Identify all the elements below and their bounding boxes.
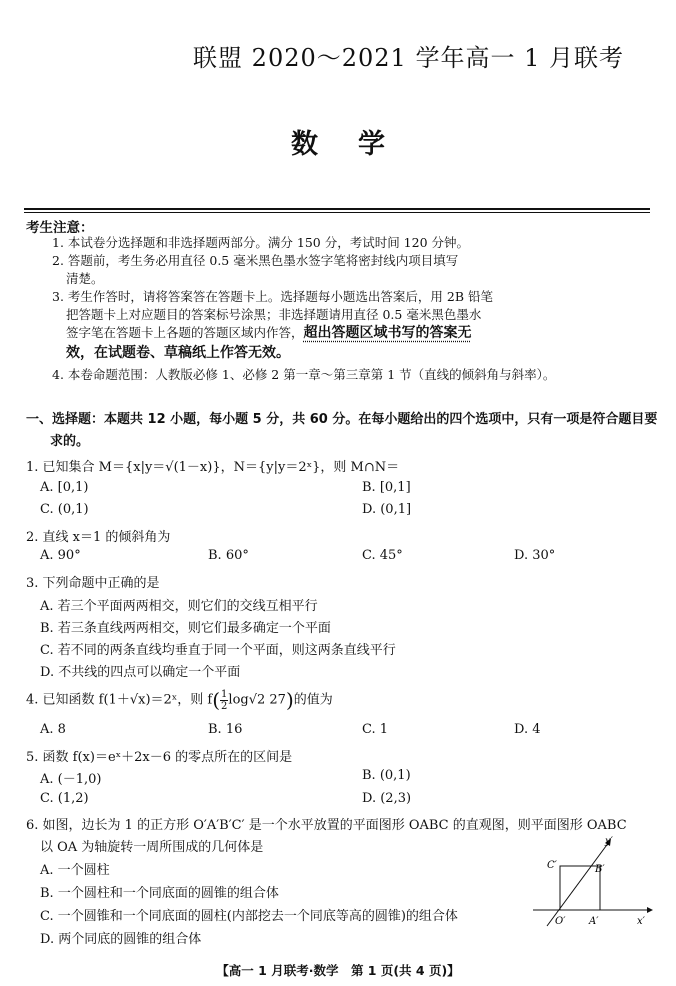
- q5-option-a: A. (－1,0): [40, 772, 102, 787]
- q4-option-b: B. 16: [208, 722, 243, 737]
- notice-item-4: 4. 本卷命题范围：人教版必修 1、必修 2 第一章～第三章第 1 节（直线的倾斜角与斜率）。: [52, 367, 556, 382]
- q4-option-c: C. 1: [362, 722, 389, 737]
- notice-heading: 考生注意：: [26, 220, 94, 236]
- q4-stem-c: 的值为: [293, 692, 333, 708]
- q2-option-d: D. 30°: [514, 548, 556, 563]
- q4-option-a: A. 8: [40, 722, 66, 737]
- divider-thin: [24, 212, 650, 213]
- q6-option-d: D. 两个同底的圆锥的组合体: [40, 932, 202, 947]
- q6-option-b: B. 一个圆柱和一个同底面的圆锥的组合体: [40, 886, 279, 901]
- section-heading-line2: 求的。: [50, 434, 90, 449]
- notice-item-3-cont1: 把答题卡上对应题目的答案标号涂黑；非选择题请用直径 0.5 毫米黑色墨水: [66, 307, 482, 322]
- q3-option-a: A. 若三个平面两两相交，则它们的交线互相平行: [40, 599, 318, 614]
- q6-option-c: C. 一个圆锥和一个同底面的圆柱(内部挖去一个同底等高的圆锥)的组合体: [40, 909, 458, 924]
- notice-item-1: 1. 本试卷分选择题和非选择题两部分。满分 150 分，考试时间 120 分钟。: [52, 235, 470, 250]
- label-o: O′: [555, 916, 566, 927]
- q5-option-d: D. (2,3): [362, 791, 412, 806]
- notice-item-2: 2. 答题前，考生务必用直径 0.5 毫米黑色墨水签字笔将密封线内项目填写: [52, 253, 459, 268]
- question-4-stem: [26, 688, 333, 712]
- q1-option-d: D. (0,1]: [362, 502, 412, 517]
- q3-option-b: B. 若三条直线两两相交，则它们最多确定一个平面: [40, 621, 331, 636]
- q4-option-d: D. 4: [514, 722, 541, 737]
- question-5-stem: 5. 函数 f(x)＝eˣ＋2x－6 的零点所在的区间是: [26, 750, 293, 765]
- q4-right-paren: ): [285, 688, 294, 712]
- exam-title: 联盟 2020～2021 学年高一 1 月联考: [193, 44, 624, 72]
- section-heading-line1: 一、选择题：本题共 12 小题，每小题 5 分，共 60 分。在每小题给出的四个选项中，只有一项是符合题目要: [26, 412, 658, 427]
- notice-item-3: 3. 考生作答时，请将答案答在答题卡上。选择题每小题选出答案后，用 2B 铅笔: [52, 289, 493, 304]
- notice-emphasis-1: 超出答题区域书写的答案无: [303, 325, 472, 341]
- q4-frac-den: 2: [221, 700, 228, 712]
- subject-char-1: 数: [291, 129, 318, 160]
- question-2-stem: 2. 直线 x＝1 的倾斜角为: [26, 530, 171, 545]
- notice-item-2-cont: 清楚。: [66, 271, 104, 286]
- question-6-stem-2: 以 OA 为轴旋转一周所围成的几何体是: [40, 840, 264, 855]
- x-axis-arrow: [647, 907, 653, 913]
- label-y-axis: y′: [605, 836, 613, 847]
- q4-frac-num: 1: [221, 688, 228, 700]
- question-1-stem: 1. 已知集合 M＝{x|y＝√(1－x)}，N＝{y|y＝2ˣ}，则 M∩N＝: [26, 460, 400, 475]
- q2-option-a: A. 90°: [40, 548, 81, 563]
- label-x-axis: x′: [637, 916, 645, 927]
- q5-option-b: B. (0,1): [362, 768, 411, 783]
- q2-option-c: C. 45°: [362, 548, 403, 563]
- q5-option-c: C. (1,2): [40, 791, 89, 806]
- notice-item-3-cont2: [66, 324, 472, 342]
- square-oabc: [560, 866, 600, 910]
- divider-thick: [24, 208, 650, 210]
- oblique-view-figure: [525, 830, 653, 930]
- q1-option-b: B. [0,1]: [362, 480, 411, 495]
- subject-char-2: 学: [358, 129, 385, 160]
- q3-option-d: D. 不共线的四点可以确定一个平面: [40, 665, 241, 680]
- question-3-stem: 3. 下列命题中正确的是: [26, 576, 160, 591]
- q1-option-c: C. (0,1): [40, 502, 89, 517]
- notice-item-3-text: 签字笔在答题卡上各题的答题区域内作答，: [66, 325, 304, 340]
- q4-stem-b: log√2 27: [228, 692, 286, 708]
- question-6-stem-1: 6. 如图，边长为 1 的正方形 O′A′B′C′ 是一个水平放置的平面图形 OABC 的直观图，则平面图形 OABC: [26, 818, 627, 833]
- label-a: A′: [589, 916, 599, 927]
- q2-option-b: B. 60°: [208, 548, 249, 563]
- notice-emphasis-2: 效，在试题卷、草稿纸上作答无效。: [66, 345, 290, 361]
- label-b: B′: [595, 864, 605, 875]
- label-c: C′: [547, 860, 557, 871]
- q4-left-paren: (: [212, 688, 221, 712]
- subject-title: [0, 122, 676, 161]
- page-footer: 【高一 1 月联考·数学 第 1 页(共 4 页)】: [216, 963, 460, 978]
- q6-option-a: A. 一个圆柱: [40, 863, 110, 878]
- q3-option-c: C. 若不同的两条直线均垂直于同一个平面，则这两条直线平行: [40, 643, 396, 658]
- q4-stem-a: 4. 已知函数 f(1＋√x)＝2ˣ，则 f: [26, 692, 213, 708]
- q1-option-a: A. [0,1): [40, 480, 89, 495]
